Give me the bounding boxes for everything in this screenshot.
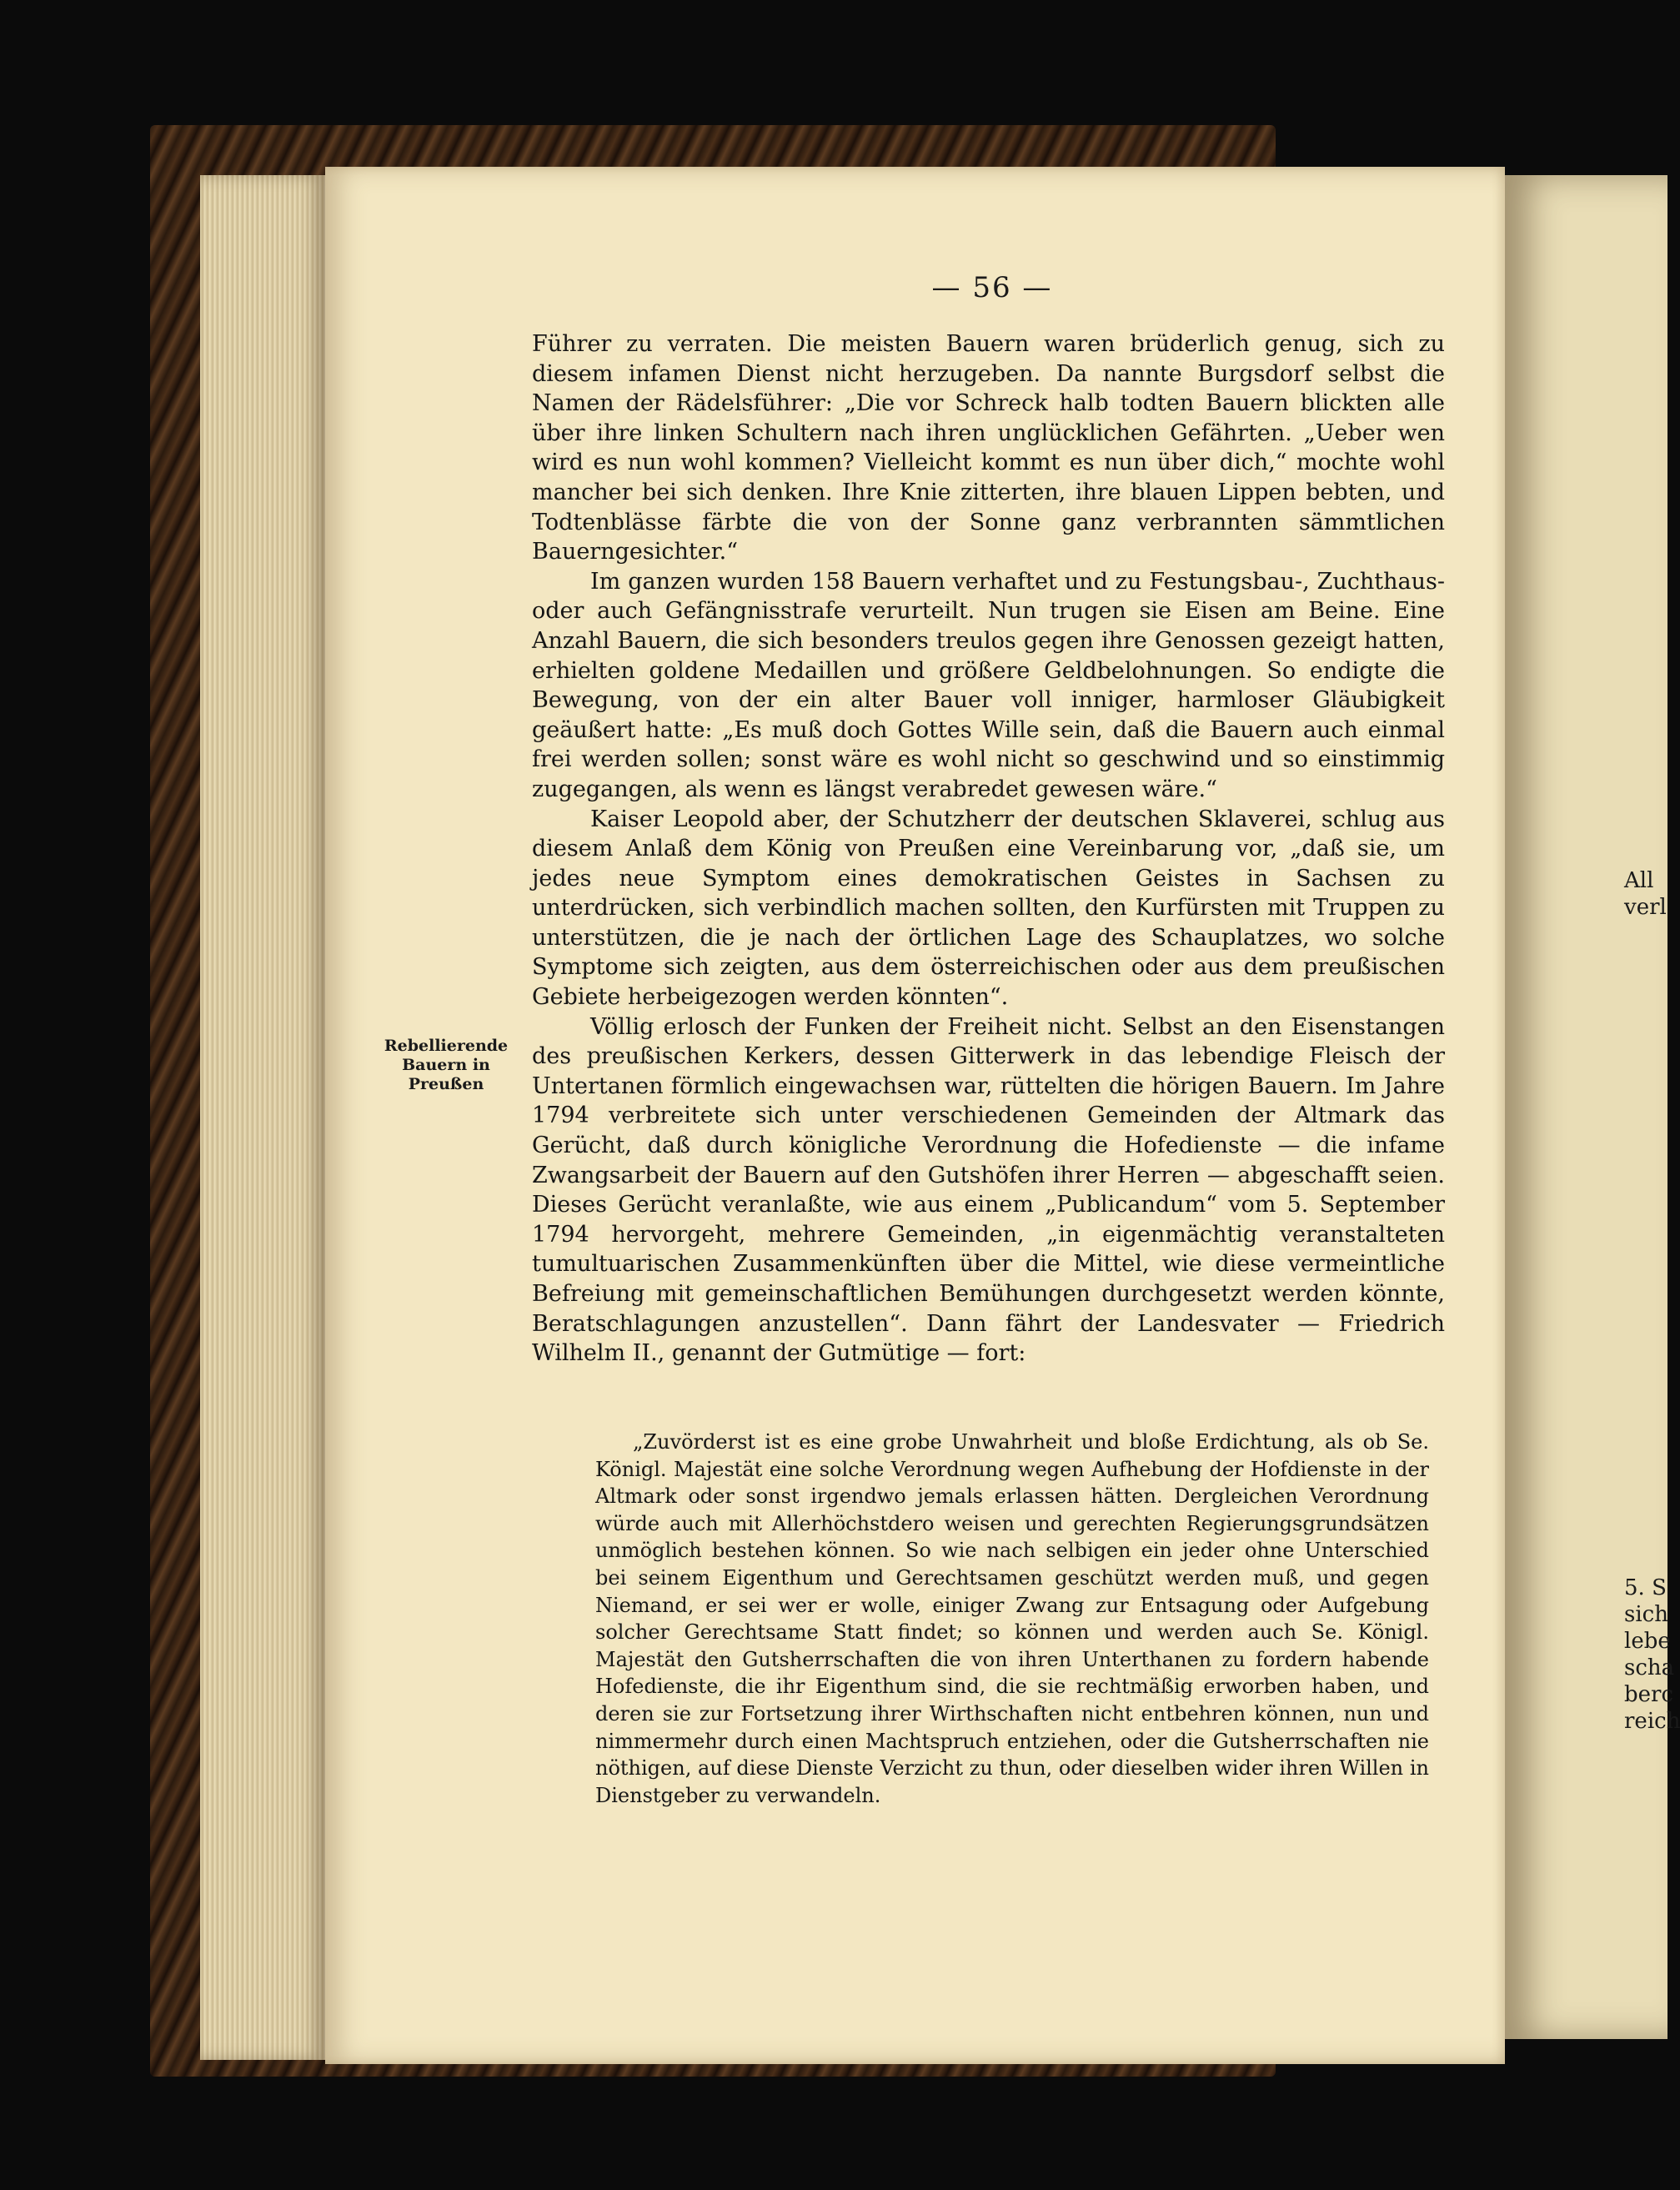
right-page-fragment: All verl	[1624, 868, 1667, 920]
paragraph: Im ganzen wurden 158 Bauern verhaftet und zu Festungsbau-, Zuchthaus- oder auch Gefängnisstrafe verurteilt. Nun trugen sie Eisen am Beine. Eine Anzahl Bauern, die sich besonders treulos gegen ihre Genossen gezeigt hatten, erhielten goldene Medaillen und größere Geldbelohnungen. So endigte die Bewegung, von der ein alter Bauer voll inniger, harmloser Gläubigkeit geäußert hatte: „Es muß doch Gottes Wille sein, daß die Bauern auch einmal frei werden sollen; sonst wäre es wohl nicht so geschwind und so einstimmig zugegangen, als wenn es längst verabredet gewesen wäre.“	[532, 568, 1445, 802]
paragraph: Kaiser Leopold aber, der Schutzherr der deutschen Sklaverei, schlug aus diesem Anlaß dem König von Preußen eine Vereinbarung vor, „daß sie, um jedes neue Symptom eines demokratischen Geistes in Sachsen zu unterdrücken, sich verbindlich machen sollten, den Kurfürsten mit Truppen zu unterstützen, die je nach der örtlichen Lage des Schauplatzes, wo solche Symptome sich zeigten, aus dem österreichischen oder aus dem preußischen Gebiete herbeigezogen werden könnten“.	[532, 806, 1445, 1011]
page-number: — 56 —	[931, 271, 1053, 304]
page-edges	[200, 175, 325, 2060]
paragraph: Führer zu verraten. Die meisten Bauern waren brüderlich genug, sich zu diesem infamen Dienst nicht herzugeben. Da nannte Burgsdorf selbst die Namen der Rädelsführer: „Die vor Schreck halb todten Bauern blickten alle über ihre linken Schultern nach ihren unglücklichen Gefährten. „Ueber wen wird es nun wohl kommen? Vielleicht kommt es nun über dich,“ mochte wohl mancher bei sich denken. Ihre Knie zitterten, ihre blauen Lippen bebten, und Todtenblässe färbte die von der Sonne ganz verbrannten sämmtlichen Bauerngesichter.“	[532, 331, 1445, 565]
paragraph: Völlig erlosch der Funken der Freiheit nicht. Selbst an den Eisenstangen des preußischen Kerkers, dessen Gitterwerk in das lebendige Fleisch der Untertanen förmlich eingewachsen war, rüttelten die hörigen Bauern. Im Jahre 1794 verbreitete sich unter verschiedenen Gemeinden der Altmark das Gerücht, daß durch königliche Verordnung die Hofedienste — die infame Zwangsarbeit der Bauern auf den Gutshöfen ihrer Herren — abgeschafft seien. Dieses Gerücht veranlaßte, wie aus einem „Publicandum“ vom 5. September 1794 hervorgeht, mehrere Gemeinden, „in eigenmächtig veranstalteten tumultuarischen Zusammenkünften über die Mittel, wie diese vermeintliche Befreiung mit gemeinschaftlichen Bemühungen durchgesetzt werden könnte, Beratschlagungen anzustellen“. Dann fährt der Landesvater — Friedrich Wilhelm II., genannt der Gutmütige — fort:	[532, 1013, 1445, 1367]
right-page	[1505, 175, 1680, 2039]
block-quote: „Zuvörderst ist es eine grobe Unwahrheit und bloße Erdichtung, als ob Se. Königl. Majestät eine solche Verordnung wegen Aufhebung der Hofdienste in der Altmark oder sonst irgendwo jemals erlassen hätten. Dergleichen Verordnung würde auch mit Allerhöchstdero weisen und gerechten Regierungsgrundsätzen unmöglich bestehen können. So wie nach selbigen ein jeder ohne Unterschied bei seinem Eigenthum und Gerechtsamen geschützt werden muß, und gegen Niemand, er sei wer er wolle, einiger Zwang zur Entsagung oder Aufgebung solcher Gerechtsame Statt findet; so können und werden auch Se. Königl. Majestät den Gutsherrschaften die von ihren Unterthanen zu fordern habende Hofedienste, die ihr Eigenthum sind, die sie rechtmäßig erworben haben, und deren sie zur Fortsetzung ihrer Wirthschaften nicht entbehren können, nun und nimmermehr durch einen Machtspruch entziehen, oder die Gutsherrschaften nie nöthigen, auf diese Dienste Verzicht zu thun, oder dieselben wider ihren Willen in Dienstgeber zu verwandeln.	[595, 1430, 1429, 1807]
body-text	[532, 329, 1445, 1369]
marginal-note: Rebellierende Bauern in Preußen	[384, 1037, 509, 1093]
right-page-fragment: 5. S sich lebe scha berc reich	[1624, 1575, 1680, 1734]
